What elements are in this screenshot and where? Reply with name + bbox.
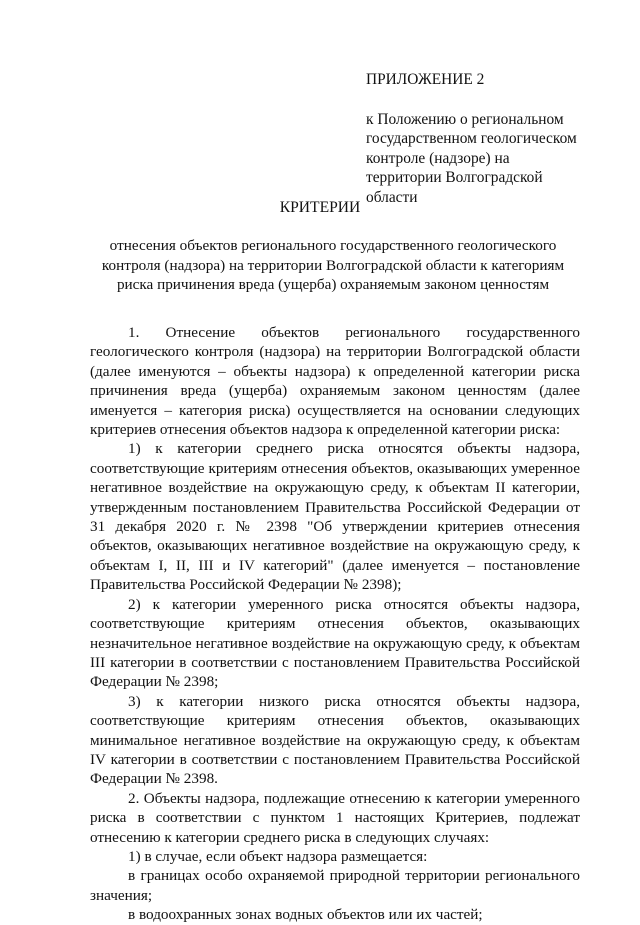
paragraph: в границах особо охраняемой природной территории регионального значения; [90, 867, 580, 904]
paragraph: 1) в случае, если объект надзора размещается: [128, 847, 428, 865]
paragraph: 1. Отнесение объектов регионального государственного геологического контроля (надзора) на территории Волгоградской области (далее именуются – объекты надзора) к определенной категории риска причинения вреда (ущерба) охраняемым законом ценностям (далее именуется – категория риска) осуществляется на основании следующих критериев отнесения объектов надзора к определенной категории риска: [90, 324, 580, 439]
paragraph: 1) к категории среднего риска относятся объекты надзора, соответствующие критериям отнесения объектов, оказывающих умеренное негативное воздействие на окружающую среду, к объектам II категории, утвержденным постановлением Правительства Российской Федерации от 31 декабря 2020 г. № 2398 "Об утверждении критериев отнесения объектов, оказывающих негативное воздействие на окружающую среду, к объектам I, II, III и IV категорий" (далее именуется – постановление Правительства Российской Федерации № 2398); [90, 440, 580, 594]
document-body [90, 323, 580, 925]
paragraph: 3) к категории низкого риска относятся объекты надзора, соответствующие критериям отнесения объектов, оказывающих минимальное негативное воздействие на окружающую среду, к объектам IV категории в соответствии с постановлением Правительства Российской Федерации № 2398. [90, 692, 580, 788]
paragraph: в водоохранных зонах водных объектов или их частей; [128, 906, 483, 924]
document-heading: КРИТЕРИИ [279, 199, 361, 216]
paragraph: 2. Объекты надзора, подлежащие отнесению к категории умеренного риска в соответствии с пунктом 1 настоящих Критериев, подлежат отнесению к категории среднего риска в следующих случаях: [90, 789, 580, 846]
appendix-title: ПРИЛОЖЕНИЕ 2 [366, 71, 485, 88]
appendix-block [366, 70, 586, 207]
document-subheading: отнесения объектов регионального государственного геологического контроля (надзора) на территории Волгоградской области к категориям риска причинения вреда (ущерба) охраняемым законом ценностям [101, 237, 565, 293]
appendix-reference: к Положению о региональном государственном геологическом контроле (надзоре) на территории Волгоградской области [366, 110, 577, 206]
paragraph: 2) к категории умеренного риска относятся объекты надзора, соответствующие критериям отнесения объектов, оказывающих незначительное негативное воздействие на окружающую среду, к объектам III категории в соответствии с постановлением Правительства Российской Федерации № 2398; [90, 595, 580, 691]
